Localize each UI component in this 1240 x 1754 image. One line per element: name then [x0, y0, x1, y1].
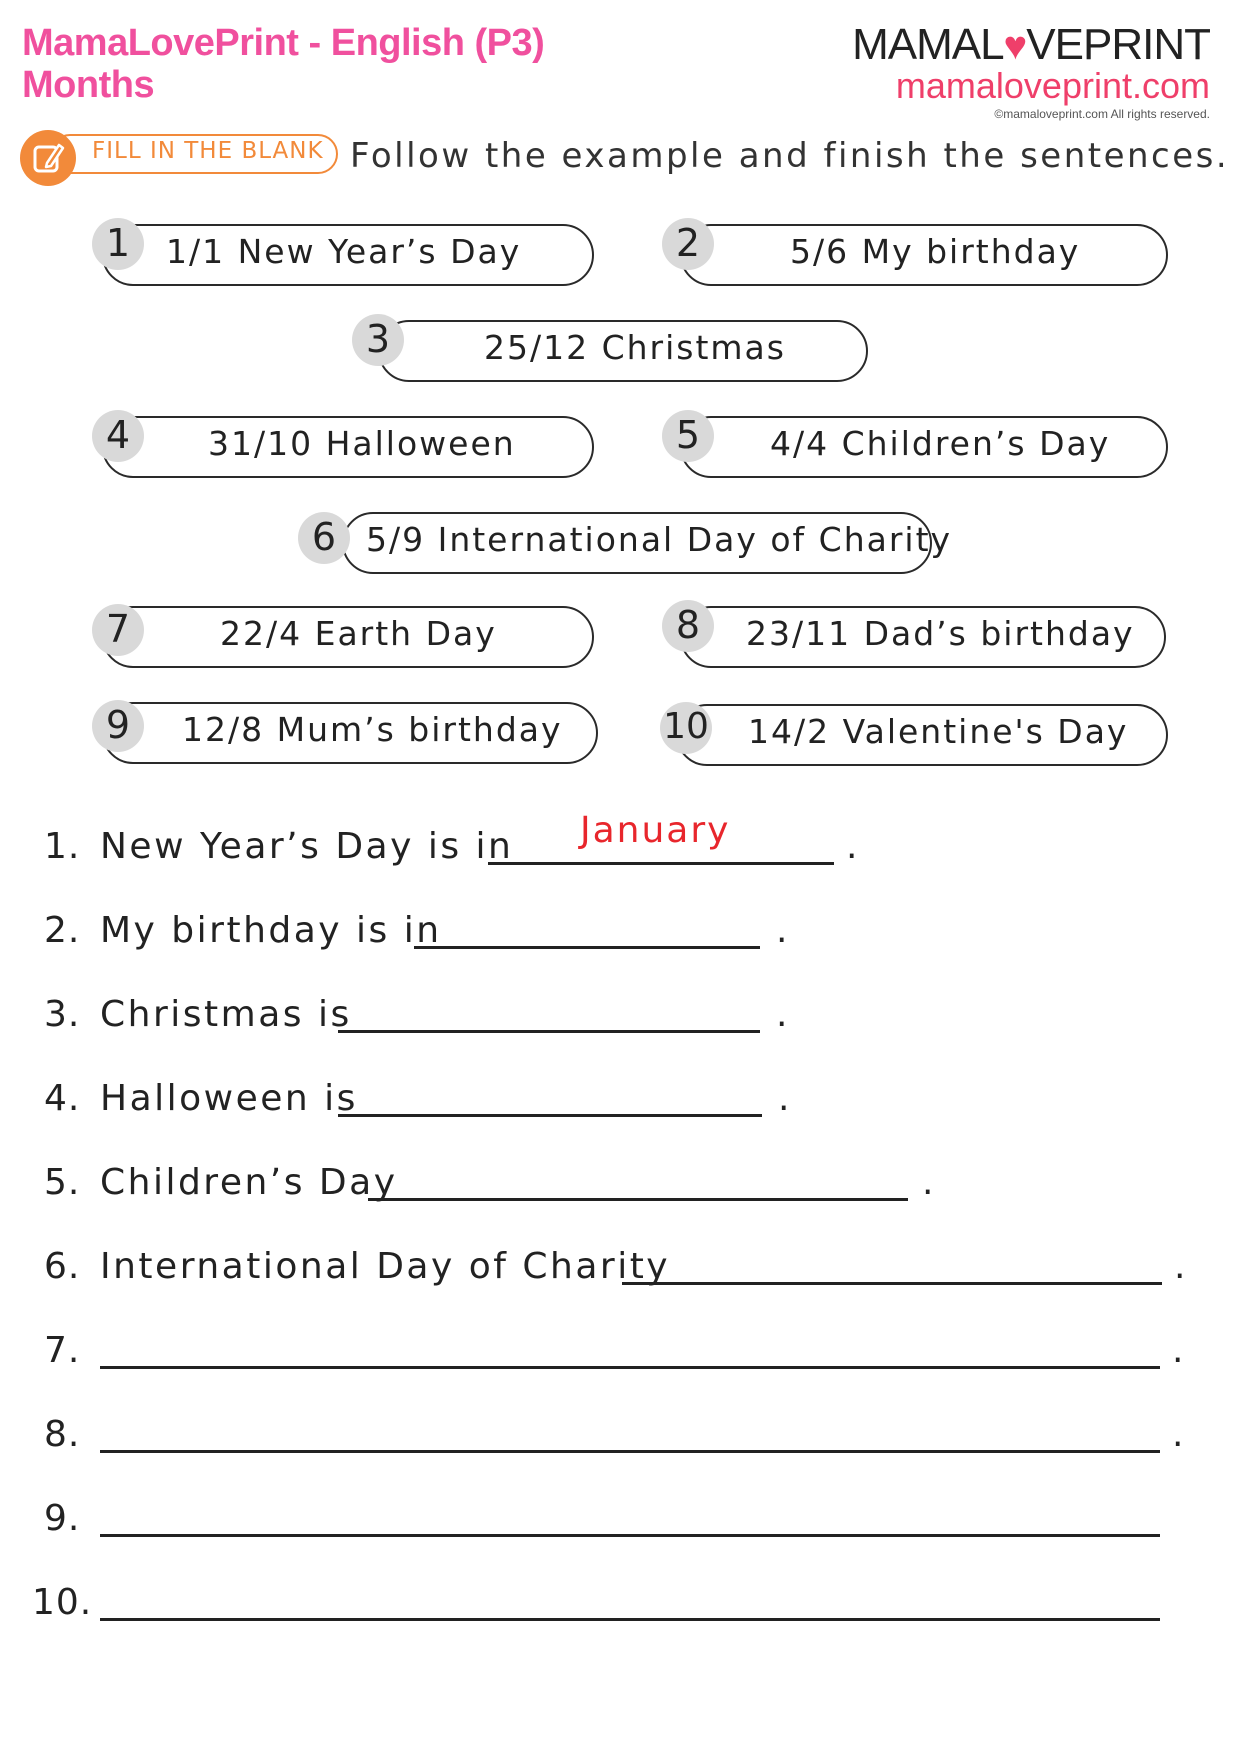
event-text: 5/9 International Day of Charity	[366, 520, 953, 559]
brand-logo-left: MAMAL	[852, 20, 1004, 69]
sentence-number: 4.	[44, 1078, 81, 1119]
sentence-text: New Year’s Day is in	[100, 826, 514, 867]
event-text: 12/8 Mum’s birthday	[182, 710, 563, 749]
sentence-period: .	[1172, 1414, 1184, 1455]
event-text: 4/4 Children’s Day	[770, 424, 1111, 463]
sentence-text: International Day of Charity	[100, 1246, 671, 1287]
sentence-number: 7.	[44, 1330, 81, 1371]
sentence-period: .	[922, 1162, 934, 1203]
brand-block	[852, 20, 1210, 121]
event-number: 4	[92, 410, 144, 462]
sentence-period: .	[1174, 1246, 1186, 1287]
sentence-period: .	[1172, 1330, 1184, 1371]
answer-blank[interactable]	[100, 1618, 1160, 1621]
event-number: 7	[92, 604, 144, 656]
heart-icon: ♥	[1003, 24, 1027, 68]
answer-blank[interactable]	[338, 1114, 762, 1117]
sentence-number: 3.	[44, 994, 81, 1035]
sentence-number: 1.	[44, 826, 81, 867]
brand-url: mamaloveprint.com	[895, 65, 1210, 106]
event-number: 10	[660, 702, 712, 754]
sentence-period: .	[778, 1078, 790, 1119]
instruction-text: Follow the example and finish the sentences.	[350, 136, 1230, 176]
brand-logo	[852, 20, 1210, 71]
sentence-number: 9.	[44, 1498, 81, 1539]
event-number: 9	[92, 700, 144, 752]
event-text: 1/1 New Year’s Day	[166, 232, 522, 271]
event-text: 23/11 Dad’s birthday	[746, 614, 1135, 653]
sentence-number: 6.	[44, 1246, 81, 1287]
event-text: 31/10 Halloween	[208, 424, 516, 463]
sentence-number: 8.	[44, 1414, 81, 1455]
answer-blank[interactable]	[488, 862, 834, 865]
event-text: 22/4 Earth Day	[220, 614, 497, 653]
event-number: 5	[662, 410, 714, 462]
answer-blank[interactable]	[100, 1450, 1160, 1453]
event-number: 2	[662, 218, 714, 270]
sentence-number: 5.	[44, 1162, 81, 1203]
event-text: 5/6 My birthday	[790, 232, 1081, 271]
worksheet-title: MamaLovePrint - English (P3)	[22, 22, 545, 64]
sentence-number: 2.	[44, 910, 81, 951]
copyright-notice: ©mamaloveprint.com All rights reserved.	[994, 107, 1210, 121]
brand-logo-right: VEPRINT	[1026, 20, 1210, 69]
answer-blank[interactable]	[414, 946, 760, 949]
event-number: 3	[352, 314, 404, 366]
example-answer: January	[580, 810, 731, 851]
event-text: 25/12 Christmas	[484, 328, 786, 367]
sentence-period: .	[846, 826, 858, 867]
event-number: 8	[662, 600, 714, 652]
answer-blank[interactable]	[622, 1282, 1162, 1285]
event-number: 6	[298, 512, 350, 564]
answer-blank[interactable]	[100, 1366, 1160, 1369]
sentence-period: .	[776, 994, 788, 1035]
answer-blank[interactable]	[338, 1030, 760, 1033]
sentence-period: .	[776, 910, 788, 951]
sentence-text: My birthday is in	[100, 910, 442, 951]
sentence-text: Christmas is	[100, 994, 352, 1035]
answer-blank[interactable]	[368, 1198, 908, 1201]
answer-blank[interactable]	[100, 1534, 1160, 1537]
sentence-text: Halloween is	[100, 1078, 358, 1119]
pencil-note-icon	[20, 130, 76, 186]
worksheet-topic: Months	[22, 64, 155, 106]
event-number: 1	[92, 218, 144, 270]
badge-label: FILL IN THE BLANK	[92, 138, 324, 164]
sentence-text: Children’s Day	[100, 1162, 398, 1203]
sentence-number: 10.	[32, 1582, 93, 1623]
event-text: 14/2 Valentine's Day	[748, 712, 1129, 751]
